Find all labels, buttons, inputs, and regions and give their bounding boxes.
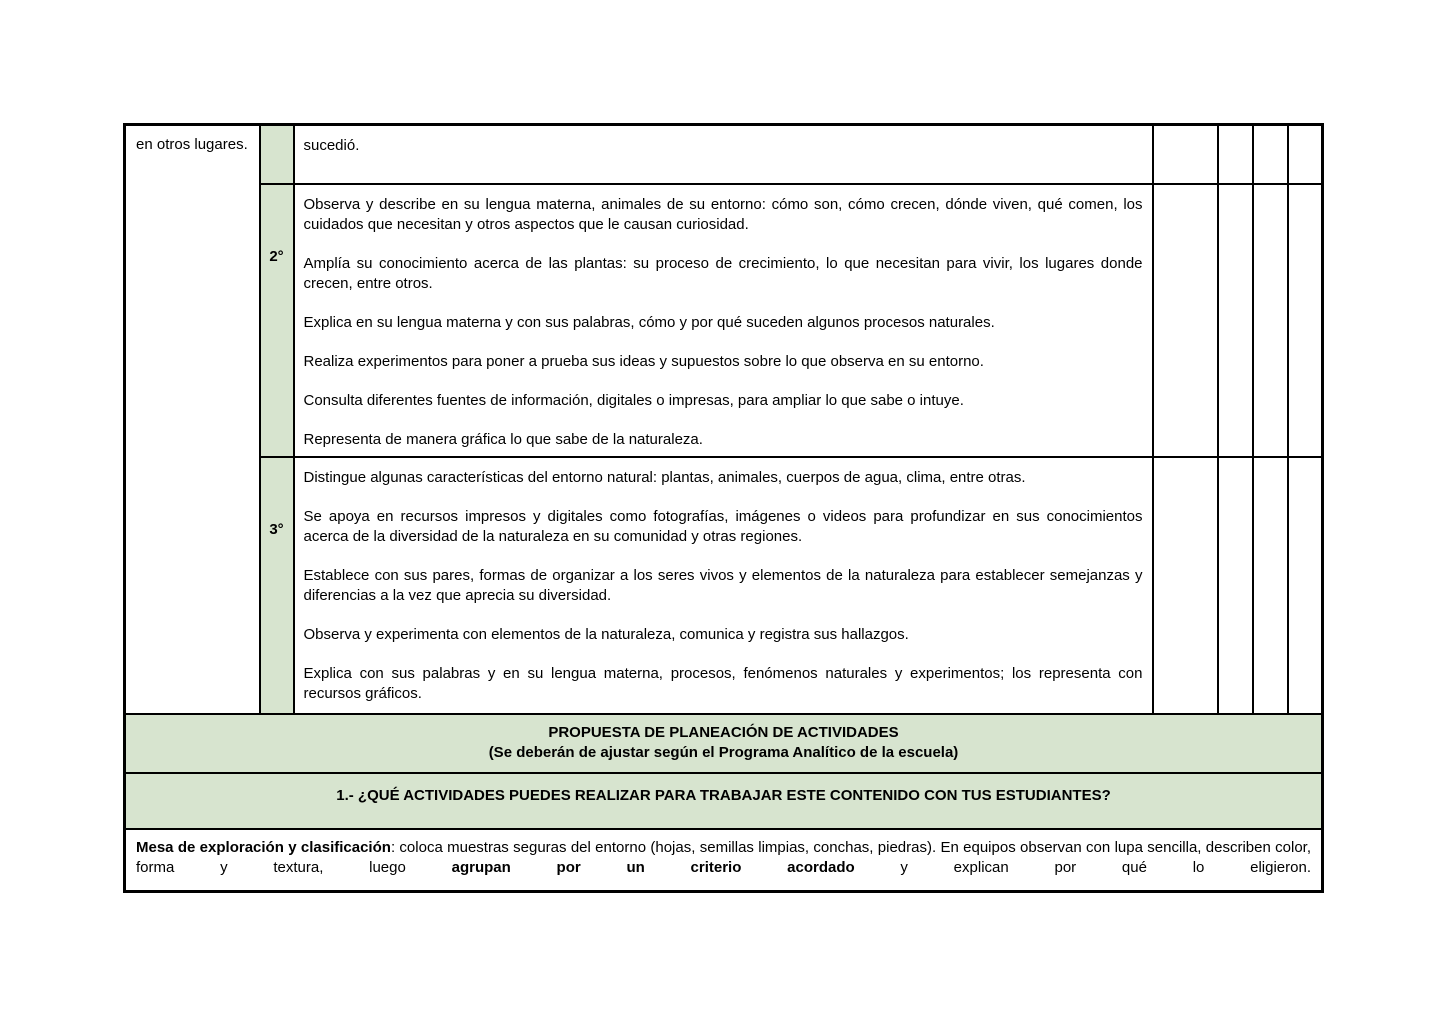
descriptor-paragraph: Amplía su conocimiento acerca de las plantas: su proceso de crecimiento, lo que necesitan para vivir, los lugares donde crecen, entre otros. [303,254,1143,292]
descriptor-paragraph: Se apoya en recursos impresos y digitales como fotografías, imágenes o videos para profundizar en sus conocimientos acerca de la diversidad de la naturaleza en su comunidad y otras regiones. [303,507,1143,545]
descriptor-cell-grade-2 [294,184,1153,457]
mark-cell [1153,184,1218,457]
proposal-banner-subtitle: (Se deberán de ajustar según el Programa Analítico de la escuela) [488,743,959,761]
descriptor-cell-grade-3 [294,457,1153,714]
grade-label: 2° [269,247,284,265]
mark-cell [1288,125,1323,184]
descriptor-paragraph: Explica en su lengua materna y con sus palabras, cómo y por qué suceden algunos procesos naturales. [303,313,995,331]
activity-lead-bold: Mesa de exploración y clasificación [136,838,391,856]
mark-cell [1253,457,1288,714]
descriptor-paragraph: Establece con sus pares, formas de organizar a los seres vivos y elementos de la naturaleza para establecer semejanzas y diferencias a la vez que aprecia su diversidad. [303,566,1143,604]
descriptor-paragraph: Representa de manera gráfica lo que sabe de la naturaleza. [303,430,703,448]
activity-cell [125,829,1323,892]
mark-cell [1288,457,1323,714]
proposal-banner-title: PROPUESTA DE PLANEACIÓN DE ACTIVIDADES [548,723,899,741]
grade-cell-3 [260,457,294,714]
question-banner-text: 1.- ¿QUÉ ACTIVIDADES PUEDES REALIZAR PARA TRABAJAR ESTE CONTENIDO CON TUS ESTUDIANTES? [336,786,1111,804]
descriptor-paragraph: sucedió. [303,137,360,154]
side-note-cell [125,125,260,714]
content-table [123,123,1324,893]
mark-cell [1253,125,1288,184]
activity-emphasis-bold: agrupan por un criterio acordado [451,858,855,876]
descriptor-paragraph: Observa y experimenta con elementos de la naturaleza, comunica y registra sus hallazgos. [303,625,909,643]
descriptor-paragraph: Realiza experimentos para poner a prueba sus ideas y supuestos sobre lo que observa en su entorno. [303,352,984,370]
mark-cell [1253,184,1288,457]
grade-cell-empty [260,125,294,184]
mark-cell [1153,125,1218,184]
mark-cell [1288,184,1323,457]
descriptor-paragraph: Observa y describe en su lengua materna, animales de su entorno: cómo son, cómo crecen, dónde viven, qué comen, los cuidados que necesitan y otros aspectos que le causan curiosidad. [303,195,1143,233]
mark-cell [1153,457,1218,714]
mark-cell [1218,184,1253,457]
proposal-banner [125,714,1323,773]
descriptor-paragraph: Explica con sus palabras y en su lengua materna, procesos, fenómenos naturales y experimentos; los representa con recursos gráficos. [303,664,1143,702]
grade-cell-2 [260,184,294,457]
mark-cell [1218,125,1253,184]
activity-middle-text: : coloca muestras seguras del entorno (hojas, semillas limpias, conchas, piedras). En equipos observan con lupa sencilla, describen color, forma y textura, luego [136,838,1311,876]
grade-label: 3° [269,520,284,538]
descriptor-paragraph: Distingue algunas características del entorno natural: plantas, animales, cuerpos de agua, clima, entre otras. [303,468,1026,486]
descriptor-paragraph: Consulta diferentes fuentes de información, digitales o impresas, para ampliar lo que sabe o intuye. [303,391,964,409]
activity-tail-text: y explican por qué lo eligieron. [854,858,1311,876]
question-banner [125,773,1323,829]
mark-cell [1218,457,1253,714]
side-note-text: en otros lugares. [136,136,248,153]
descriptor-cell-continuation [294,125,1153,184]
